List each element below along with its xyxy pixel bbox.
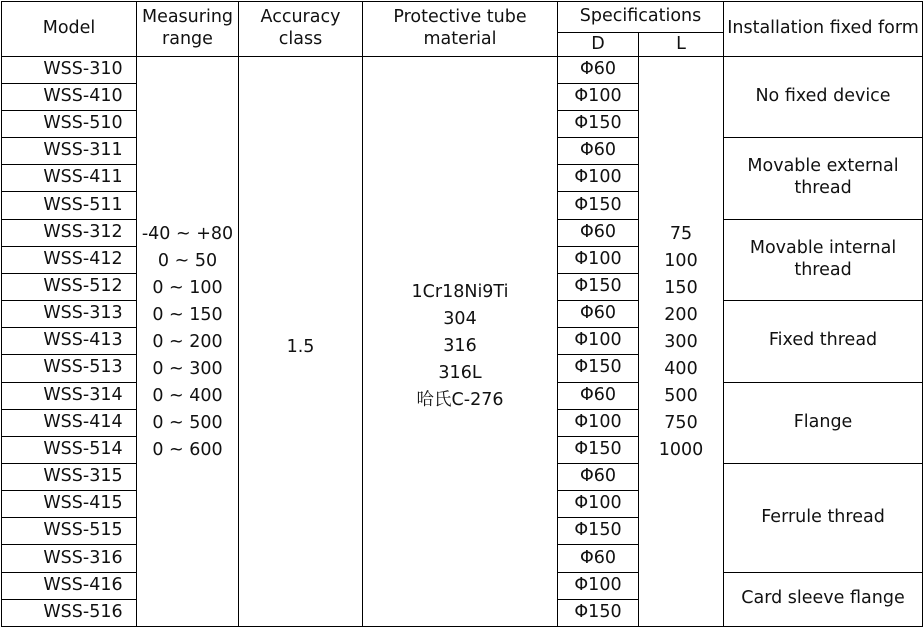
- installation-form-text: Card sleeve flange: [741, 588, 905, 609]
- measuring-range-value: 0 ~ 150: [152, 304, 223, 325]
- tube-material-value: 316L: [438, 362, 482, 383]
- installation-form-text: Fixed thread: [768, 330, 878, 351]
- installation-form-text: thread: [794, 259, 852, 280]
- model-cell: WSS-314: [2, 382, 137, 409]
- installation-form-text: thread: [794, 178, 852, 199]
- header-spec-d: D: [558, 33, 639, 56]
- measuring-range-list: [137, 221, 238, 464]
- diameter-cell: Φ150: [558, 273, 639, 300]
- diameter-cell: Φ60: [558, 138, 639, 165]
- header-specifications: Specifications: [558, 2, 724, 33]
- length-value: 100: [664, 251, 698, 272]
- diameter-cell: Φ150: [558, 110, 639, 137]
- diameter-cell: Φ150: [558, 518, 639, 545]
- tube-material-list: [363, 279, 557, 414]
- model-cell: WSS-416: [2, 572, 137, 599]
- diameter-cell: Φ150: [558, 599, 639, 626]
- installation-form-cell: [724, 301, 923, 382]
- model-cell: WSS-514: [2, 436, 137, 463]
- measuring-range-value: 0 ~ 300: [152, 358, 223, 379]
- diameter-cell: Φ100: [558, 491, 639, 518]
- length-cell: [639, 56, 724, 626]
- model-cell: WSS-313: [2, 301, 137, 328]
- header-accuracy-class: Accuracy class: [239, 2, 363, 57]
- installation-form-cell: [724, 219, 923, 300]
- diameter-cell: Φ60: [558, 219, 639, 246]
- installation-form-text: Movable external: [747, 156, 899, 177]
- measuring-range-value: 0 ~ 600: [152, 439, 223, 460]
- installation-form-text: Movable internal: [749, 237, 897, 258]
- length-list: [639, 221, 723, 464]
- model-cell: WSS-412: [2, 246, 137, 273]
- length-value: 500: [664, 386, 698, 407]
- measuring-range-value: 0 ~ 400: [152, 385, 223, 406]
- installation-form-cell: [724, 382, 923, 463]
- header-installation: Installation fixed form: [724, 2, 923, 57]
- model-cell: WSS-510: [2, 110, 137, 137]
- diameter-cell: Φ150: [558, 436, 639, 463]
- tube-material-value: 304: [443, 308, 477, 329]
- model-cell: WSS-515: [2, 518, 137, 545]
- diameter-cell: Φ100: [558, 83, 639, 110]
- model-cell: WSS-310: [2, 56, 137, 83]
- diameter-cell: Φ60: [558, 463, 639, 490]
- installation-form-cell: [724, 572, 923, 626]
- diameter-cell: Φ60: [558, 56, 639, 83]
- header-measuring-range: Measuring range: [137, 2, 239, 57]
- model-cell: WSS-415: [2, 491, 137, 518]
- installation-form-text: No fixed device: [755, 85, 891, 106]
- diameter-cell: Φ100: [558, 165, 639, 192]
- length-value: 750: [664, 413, 698, 434]
- diameter-cell: Φ60: [558, 382, 639, 409]
- header-spec-l: L: [639, 33, 724, 56]
- header-tube-material: Protective tube material: [363, 2, 558, 57]
- model-cell: WSS-413: [2, 328, 137, 355]
- tube-material-value: 1Cr18Ni9Ti: [411, 281, 509, 302]
- model-cell: WSS-511: [2, 192, 137, 219]
- diameter-cell: Φ100: [558, 572, 639, 599]
- tube-material-value: 316: [443, 335, 477, 356]
- specification-table: [1, 1, 923, 627]
- diameter-cell: Φ60: [558, 545, 639, 572]
- installation-form-text: Ferrule thread: [761, 506, 885, 527]
- diameter-cell: Φ60: [558, 301, 639, 328]
- diameter-cell: Φ100: [558, 246, 639, 273]
- measuring-range-value: 0 ~ 50: [157, 250, 218, 271]
- diameter-cell: Φ150: [558, 192, 639, 219]
- length-value: 150: [664, 278, 698, 299]
- measuring-range-value: 0 ~ 200: [152, 331, 223, 352]
- header-row: [2, 2, 923, 33]
- header-model: Model: [2, 2, 137, 57]
- model-cell: WSS-516: [2, 599, 137, 626]
- model-cell: WSS-414: [2, 409, 137, 436]
- installation-form-cell: [724, 138, 923, 219]
- installation-form-text: Flange: [793, 411, 853, 432]
- model-cell: WSS-316: [2, 545, 137, 572]
- model-cell: WSS-512: [2, 273, 137, 300]
- length-value: 75: [669, 224, 693, 245]
- diameter-cell: Φ100: [558, 328, 639, 355]
- length-value: 300: [664, 332, 698, 353]
- measuring-range-cell: [137, 56, 239, 626]
- length-value: 1000: [658, 440, 704, 461]
- model-cell: WSS-411: [2, 165, 137, 192]
- tube-material-value: 哈氏C-276: [416, 389, 504, 410]
- length-value: 400: [664, 359, 698, 380]
- measuring-range-value: -40 ~ +80: [141, 223, 234, 244]
- diameter-cell: Φ150: [558, 355, 639, 382]
- model-cell: WSS-513: [2, 355, 137, 382]
- installation-form-cell: [724, 463, 923, 572]
- length-value: 200: [664, 305, 698, 326]
- model-cell: WSS-410: [2, 83, 137, 110]
- model-cell: WSS-312: [2, 219, 137, 246]
- model-cell: WSS-315: [2, 463, 137, 490]
- model-cell: WSS-311: [2, 138, 137, 165]
- diameter-cell: Φ100: [558, 409, 639, 436]
- measuring-range-value: 0 ~ 100: [152, 277, 223, 298]
- table-row: [2, 56, 923, 83]
- measuring-range-value: 0 ~ 500: [152, 412, 223, 433]
- installation-form-cell: [724, 56, 923, 137]
- accuracy-class-cell: 1.5: [239, 56, 363, 626]
- tube-material-cell: [363, 56, 558, 626]
